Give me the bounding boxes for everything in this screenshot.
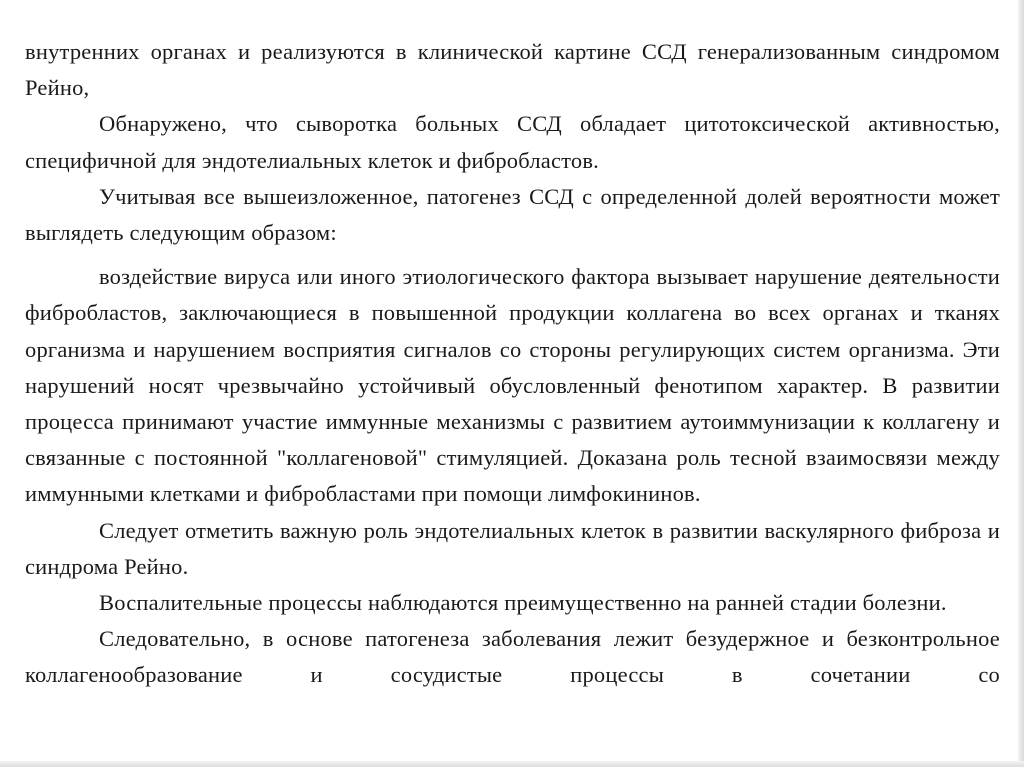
paragraph-serum-activity: Обнаружено, что сыворотка больных ССД обладает цитотоксической активностью, специфичной для эндотелиальных клеток и фибробластов. bbox=[25, 111, 1000, 173]
slide-bottom-edge bbox=[0, 761, 1024, 767]
paragraph-conclusion: Следовательно, в основе патогенеза заболевания лежит безудержное и безконтрольное коллагенообразование и сосудистые процессы в сочетании со bbox=[25, 626, 1000, 688]
paragraph-endothelial-role: Следует отметить важную роль эндотелиальных клеток в развитии васкулярного фиброза и синдрома Рейно. bbox=[25, 517, 1000, 579]
paragraph-virus-effect: воздействие вируса или иного этиологического фактора вызывает нарушение деятельности фибробластов, заключающиеся в повышенной продукции коллагена во всех органах и тканях организма и нарушением восприятия сигналов со стороны регулирующих систем организма. Эти нарушений носят чрезвычайно устойчивый обусловленный фенотипом характер. В развитии процесса принимают участие иммунные механизмы с развитием аутоиммунизации к коллагену и связанные с постоянной "коллагеновой" стимуляцией. Доказана роль тесной взаимосвязи между иммунными клетками и фибробластами при помощи лимфокининов. bbox=[25, 264, 1000, 507]
paragraph-pathogenesis-intro: Учитывая все вышеизложенное, патогенез ССД с определенной долей вероятности может выглядеть следующим образом: bbox=[25, 183, 1000, 246]
paragraph-continuation: внутренних органах и реализуются в клинической картине ССД генерализованным синдромом Рейно, bbox=[25, 39, 1000, 101]
slide-right-edge bbox=[1018, 0, 1024, 767]
paragraph-inflammation: Воспалительные процессы наблюдаются преимущественно на ранней стадии болезни. bbox=[99, 590, 947, 616]
